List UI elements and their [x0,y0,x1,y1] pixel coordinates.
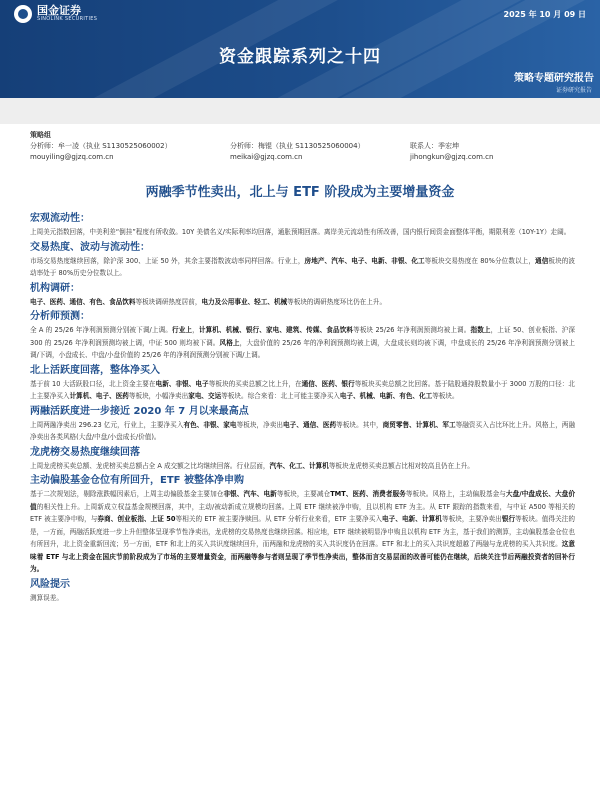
contact-name: 联系人：季宏坤 [410,142,459,150]
highlight-text: 行业上 [172,326,193,334]
section-paragraph [30,592,575,605]
highlight-text: 电子、医药、通信、有色、食品饮料 [30,297,136,306]
header-divider-band [0,98,600,124]
report-date: 2025 年 10 月 09 日 [503,10,586,19]
body-text: 等板块的买卖总额之比上升，在 [208,379,302,388]
body-text: 等板块。其中， [336,420,383,429]
body-text: 等板块买卖总额之比回落。基于陆股通持股数量小于 3000 万股的口径：北上主要净买入 [30,379,576,400]
highlight-text: 计算机、电子、医药 [69,392,129,400]
body-text: 上周龙虎榜买卖总额、龙虎榜买卖总额占全 A 成交额之比均继续回落。行业层面， [30,461,270,470]
body-text: 上周美元指数回落，中美利差“倒挂”程度有所收敛。10Y 美债名义/实际利率均回落，通胀预期回落。离岸美元流动性有所改善，国内银行间资金面整体平衡，期限利差（10Y-1Y）走阔。 [30,228,571,236]
contact-email: jihongkun@gjzq.com.cn [410,153,494,161]
body-text: 基于前 10 大活跃股口径，北上资金主要在 [30,379,156,388]
section-heading: 两融活跃度进一步接近 2020 年 7 月以来最高点 [30,405,249,417]
body-text: 等板块，主要净卖出 [441,515,502,523]
report-title: 两融季节性卖出，北上与 ETF 阶段成为主要增量资金 [145,185,455,200]
analyst-email: mouyiling@gjzq.com.cn [30,153,114,161]
report-banner [0,0,600,98]
body-text: ，大盘价值的 25/26 年的净利润预测均被上调，大盘成长则均被下调，中盘成长的 25/26 年净利润预测分别被上调/下调，小盘成长、中盘/小盘价值的 25/26 年的净利润预测分别被下调/上调。 [30,338,576,359]
analyst-name: 分析师：牟一凌（执业 S1130525060002） [30,142,172,150]
highlight-text: 汽车、化工、计算机 [269,461,329,470]
highlight-text: 电子、电新、计算机 [382,515,442,523]
section-paragraph [30,255,575,280]
section-heading: 龙虎榜交易热度继续回落 [30,446,140,458]
analyst-email: meikai@gjzq.com.cn [230,153,303,161]
highlight-text: 计算机、机械、银行、家电、建筑、传媒、食品饮料 [198,326,354,334]
body-text: 等相关的 ETF 被主要净赎回。从 ETF 分析行业来看，ETF 主要净买入 [175,515,383,523]
section-paragraph [30,378,575,403]
section-paragraph [30,488,575,576]
body-text: 等板块 25/26 年净利润预测均被上调。 [353,326,471,334]
section-heading: 机构调研： [30,282,80,294]
highlight-text: 这意味着 ETF 与北上资金在国庆节前阶段成为了市场的主要增量资金，而两融等参与者则呈现了季节性净卖出，整体而言交易层面的改善可能仍在继续，后续关注节后两融投资者的回补行为。 [30,540,576,573]
highlight-text: 非银、汽车、电新 [223,490,277,498]
body-text: 板块的波动率处于 80%历史分位数以上。 [30,256,576,277]
body-text: 等板块。综合来看：北上可能主要净买入 [221,392,340,400]
body-text: 等板块交易热度在 80%分位数以上， [424,256,536,265]
series-title: 资金跟踪系列之十四 [219,47,381,67]
highlight-text: 券商、创业板指、上证 50 [97,515,176,523]
section-heading: 宏观流动性： [30,213,90,224]
body-text: ， [192,326,199,334]
section-paragraph [30,324,575,362]
body-text: 的相关性上升。上周新成立权益基金规模回落，其中，主动/被动新成立规模均回落。上周 ETF 继续被净申购，且以机构 ETF 为主。从 ETF 跟踪的指数来看，与中证 A500 等相关的 ETF 被主要净申购，与 [30,502,576,523]
body-text: 市场交易热度继续回落，除沪深 300、上证 50 外，其余主要指数波动率同样回落。行业上， [30,256,305,265]
report-subtype: 证券研究报告 [555,87,592,94]
highlight-text: 指数上 [470,326,491,334]
highlight-text: TMT、医药、消费者服务 [330,490,406,498]
body-text: 等板块。 [432,392,459,400]
logo-subtext: SINOLINK SECURITIES [37,16,98,22]
logo-icon [14,5,32,23]
highlight-text: 有色、非银、家电 [183,420,237,429]
section-heading: 主动偏股基金仓位有所回升，ETF 被整体净申购 [30,475,244,486]
body-text: 等板块的调研热度环比仍在上升。 [287,297,387,306]
body-text: ，上证 50、创业板指、沪深 300 的 25/26 年净利润预测均被上调，中证 500 则均被下调。 [30,326,575,347]
body-text: 等板块调研热度居前， [135,297,202,306]
highlight-text: 电力及公用事业、轻工、机械 [201,297,288,306]
analyst-name: 分析师：梅锟（执业 S1130525060004） [230,142,365,150]
highlight-text: 电子、通信、医药 [283,420,337,429]
report-type: 策略专题研究报告 [514,73,594,84]
report-body [30,212,575,606]
section-heading: 交易热度、波动与流动性： [30,241,150,253]
section-heading: 北上活跃度回落，整体净买入 [30,364,160,376]
body-text: 等融资买入占比环比上升。风格上，两融净卖出各类风格(大盘/中盘/小盘成长/价值)。 [30,420,576,441]
highlight-text: 银行 [501,515,516,523]
highlight-text: 房地产、汽车、电子、电新、非银、化工 [304,256,425,265]
section-heading: 分析师预测： [30,311,90,322]
company-logo [14,5,97,23]
section-paragraph [30,419,575,444]
body-text: 等板块，净卖出 [236,420,284,429]
body-text: 等板块，主要减仓 [276,490,331,498]
section-heading: 风险提示 [30,578,70,590]
body-text: 上周两融净卖出 296.23 亿元，行业上，主要净买入 [30,420,184,429]
body-text: 等板块龙虎榜买卖总额占比相对较高且仍在上升。 [328,461,474,470]
highlight-text: 大盘/中盘成长、大盘价值 [30,490,576,511]
analyst-entry [230,141,410,163]
highlight-text: 通信 [535,256,549,265]
section-paragraph [30,460,575,473]
body-text: 全 A 的 25/26 年净利润预测分别被下调/上调。 [30,326,173,334]
highlight-text: 电子、机械、电新、有色、化工 [339,392,433,400]
highlight-text: 风格上 [219,338,240,347]
highlight-text: 电新、非银、电子 [155,379,209,388]
body-text: 等板块。风格上，主动偏股基金与 [405,490,506,498]
body-text: 测算误差。 [30,593,63,602]
body-text: 等板块。值得关注的是，一方面，两融活跃度进一步上升但整体呈现季节性净卖出，龙虎榜的交易热度也继续回落。相应地，ETF 继续被明显净申购且以机构 ETF 为主，基于我们的测算，主动偏股基金仓位也有所回升，北上资金重新回流；另一方面，ETF 和北上的买入共识度继续回升，而两融和龙虎榜的买入共识度仍在回落。ETF 和北上的买入共识度超越了两融与龙虎榜的买入共识度。 [30,515,575,548]
body-text: 基于二次规划法，剔除涨跌幅因素后，上周主动偏股基金主要加仓 [30,490,224,498]
analyst-entry [410,141,570,163]
analyst-entry [30,141,230,163]
section-paragraph [30,296,575,309]
logo-text: 国金证券 [37,4,81,17]
highlight-text: 通信、医药、银行 [301,379,355,388]
highlight-text: 家电、交运 [188,392,222,400]
body-text: 等板块，小幅净卖出 [128,392,189,400]
highlight-text: 商贸零售、计算机、军工 [382,420,456,429]
analyst-list [30,141,570,163]
team-label: 策略组 [30,131,51,139]
section-paragraph [30,226,575,239]
